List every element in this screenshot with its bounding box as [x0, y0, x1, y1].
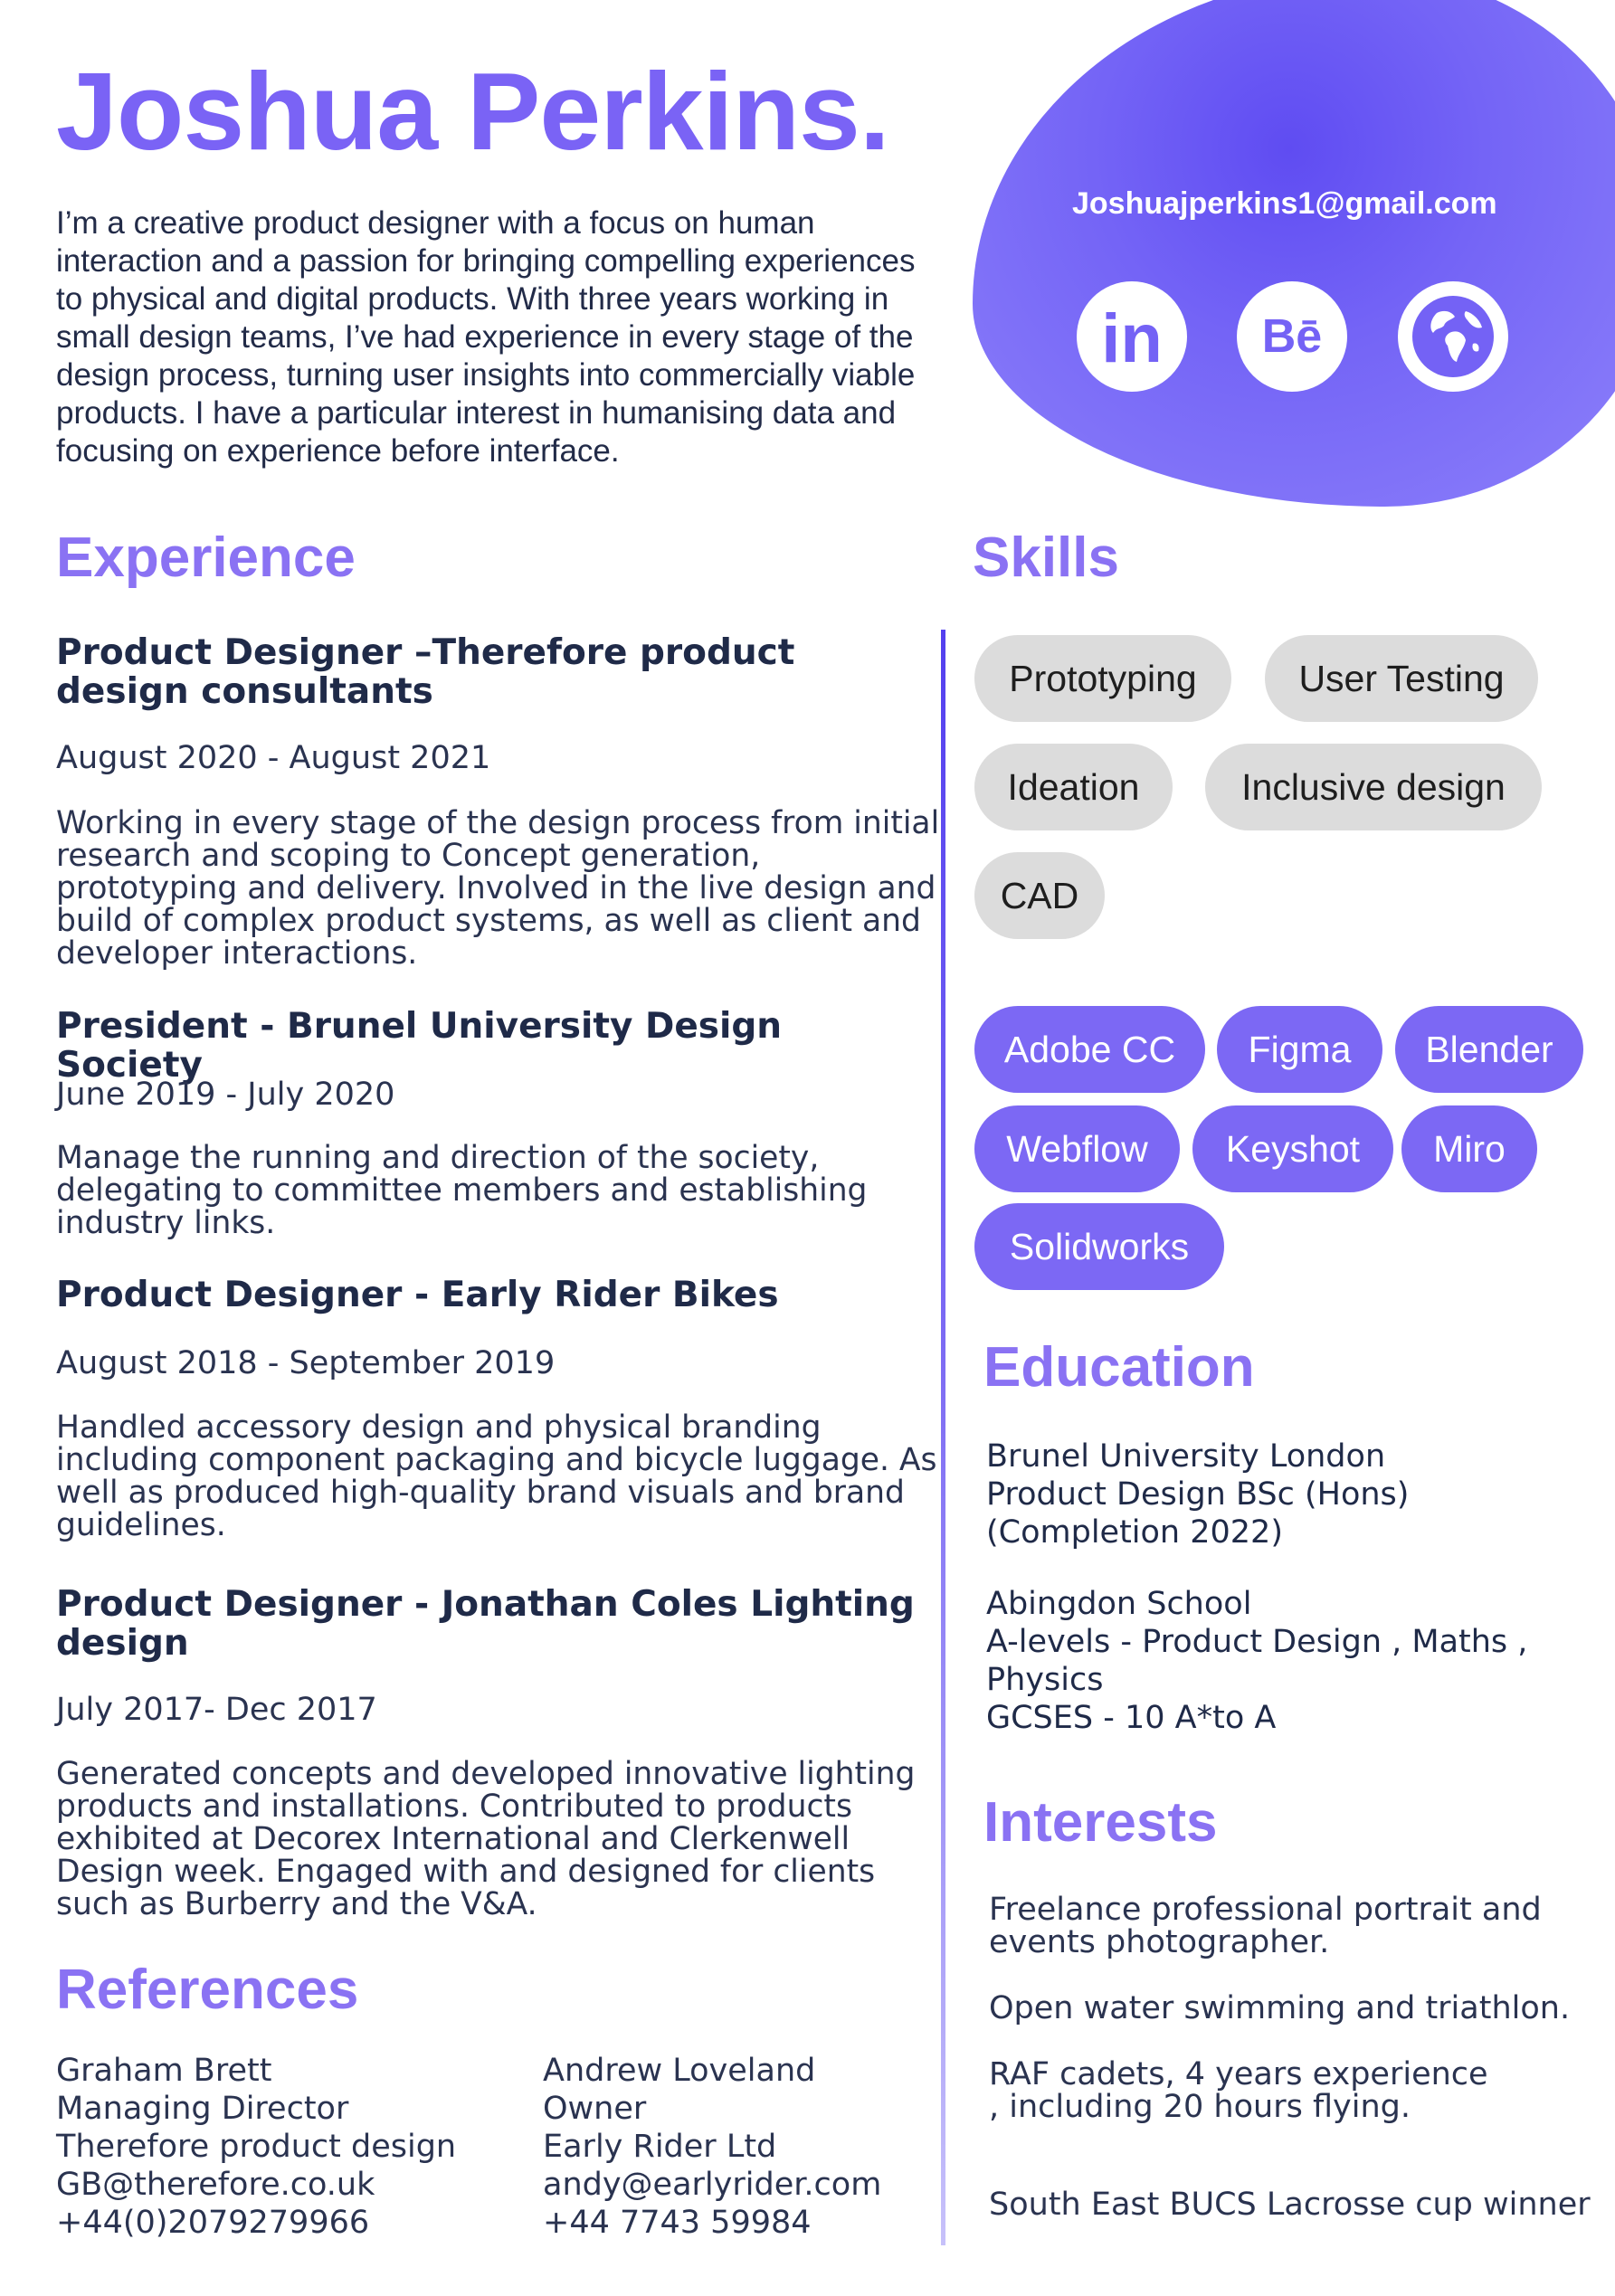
tool-pill: Adobe CC [974, 1006, 1205, 1093]
job-description: Generated concepts and developed innovative lighting products and installations. Contributed to products exhibited at Decorex International and Clerkenwell Design week. Engaged with and designed for clients such as Burberry and the V&A. [56, 1756, 916, 1922]
skills-heading: Skills [973, 527, 1119, 589]
column-divider [941, 630, 945, 2245]
job-dates: August 2020 - August 2021 [56, 740, 491, 776]
experience-heading: Experience [56, 527, 356, 589]
tool-pill: Keyshot [1192, 1105, 1393, 1192]
skill-pill: Prototyping [974, 635, 1231, 722]
education-line: Brunel University London [986, 1438, 1386, 1475]
reference-phone[interactable]: +44(0)2079279966 [56, 2205, 370, 2241]
reference-company: Therefore product design [56, 2129, 457, 2165]
email-link[interactable]: Joshuajperkins1@gmail.com [1072, 186, 1497, 221]
education-entry-2 [986, 1585, 1527, 1737]
reference-role: Owner [543, 2091, 647, 2127]
skill-pill: Ideation [974, 744, 1173, 830]
job-description: Manage the running and direction of the society, delegating to committee members and establishing industry links. [56, 1140, 868, 1241]
education-line: Abingdon School [986, 1586, 1252, 1622]
skill-pill: Inclusive design [1205, 744, 1542, 830]
reference-name: Graham Brett [56, 2053, 272, 2089]
reference-1 [56, 2052, 456, 2242]
linkedin-label: in [1101, 300, 1163, 377]
intro-paragraph: I’m a creative product designer with a focus on human interaction and a passion for bringing compelling experiences to physical and digital products. With three years working in small design teams, I’ve had experience in every stage of the design process, turning user insights into commercially viable products. I have a particular interest in humanising data and focusing on experience before interface. [56, 205, 916, 469]
globe-icon[interactable] [1398, 281, 1508, 392]
job-dates: June 2019 - July 2020 [56, 1077, 395, 1113]
behance-label: Bē [1261, 310, 1323, 363]
interests-heading: Interests [983, 1791, 1218, 1854]
job-dates: August 2018 - September 2019 [56, 1345, 556, 1381]
interest-item: Freelance professional portrait and events photographer. [989, 1892, 1542, 1960]
references-heading: References [56, 1959, 359, 2021]
reference-phone[interactable]: +44 7743 59984 [543, 2205, 812, 2241]
reference-name: Andrew Loveland [543, 2053, 816, 2089]
job-description: Working in every stage of the design process from initial research and scoping to Concept generation, prototyping and delivery. Involved in the live design and build of complex product systems, as well as client and developer interactions. [56, 805, 940, 972]
job-title: Product Designer - Early Rider Bikes [56, 1275, 779, 1315]
education-line: Physics [986, 1662, 1104, 1698]
behance-icon[interactable] [1237, 281, 1347, 392]
tool-pill: Figma [1217, 1006, 1382, 1093]
education-line: A-levels - Product Design , Maths , [986, 1624, 1528, 1660]
tool-pill: Blender [1395, 1006, 1583, 1093]
interest-item: RAF cadets, 4 years experience , including 20 hours flying. [989, 2056, 1488, 2125]
reference-email[interactable]: GB@therefore.co.uk [56, 2167, 375, 2203]
interest-item: Open water swimming and triathlon. [989, 1990, 1571, 2026]
globe-glyph [1410, 293, 1496, 380]
education-heading: Education [983, 1336, 1255, 1399]
interest-item: South East BUCS Lacrosse cup winner [989, 2187, 1591, 2223]
education-line: GCSES - 10 A*to A [986, 1700, 1277, 1736]
education-line: Product Design BSc (Hons) [986, 1476, 1410, 1513]
tool-pill: Webflow [974, 1105, 1180, 1192]
skill-pill: User Testing [1265, 635, 1538, 722]
skill-pill: CAD [974, 852, 1105, 939]
candidate-name: Joshua Perkins. [56, 50, 889, 173]
tool-pill: Solidworks [974, 1203, 1224, 1290]
job-description: Handled accessory design and physical branding including component packaging and bicycle luggage. As well as produced high-quality brand visuals and brand guidelines. [56, 1409, 937, 1543]
tool-pill: Miro [1401, 1105, 1537, 1192]
job-dates: July 2017- Dec 2017 [56, 1692, 377, 1728]
contact-blob [973, 0, 1615, 507]
reference-email[interactable]: andy@earlyrider.com [543, 2167, 882, 2203]
linkedin-icon[interactable] [1077, 281, 1187, 392]
education-entry-1 [986, 1437, 1409, 1551]
education-line: (Completion 2022) [986, 1514, 1283, 1551]
reference-company: Early Rider Ltd [543, 2129, 777, 2165]
job-title: President - Brunel University Design Society [56, 1006, 783, 1086]
reference-role: Managing Director [56, 2091, 349, 2127]
job-title: Product Designer –Therefore product design consultants [56, 632, 795, 712]
job-title: Product Designer - Jonathan Coles Lighting design [56, 1584, 915, 1664]
reference-2 [543, 2052, 881, 2242]
